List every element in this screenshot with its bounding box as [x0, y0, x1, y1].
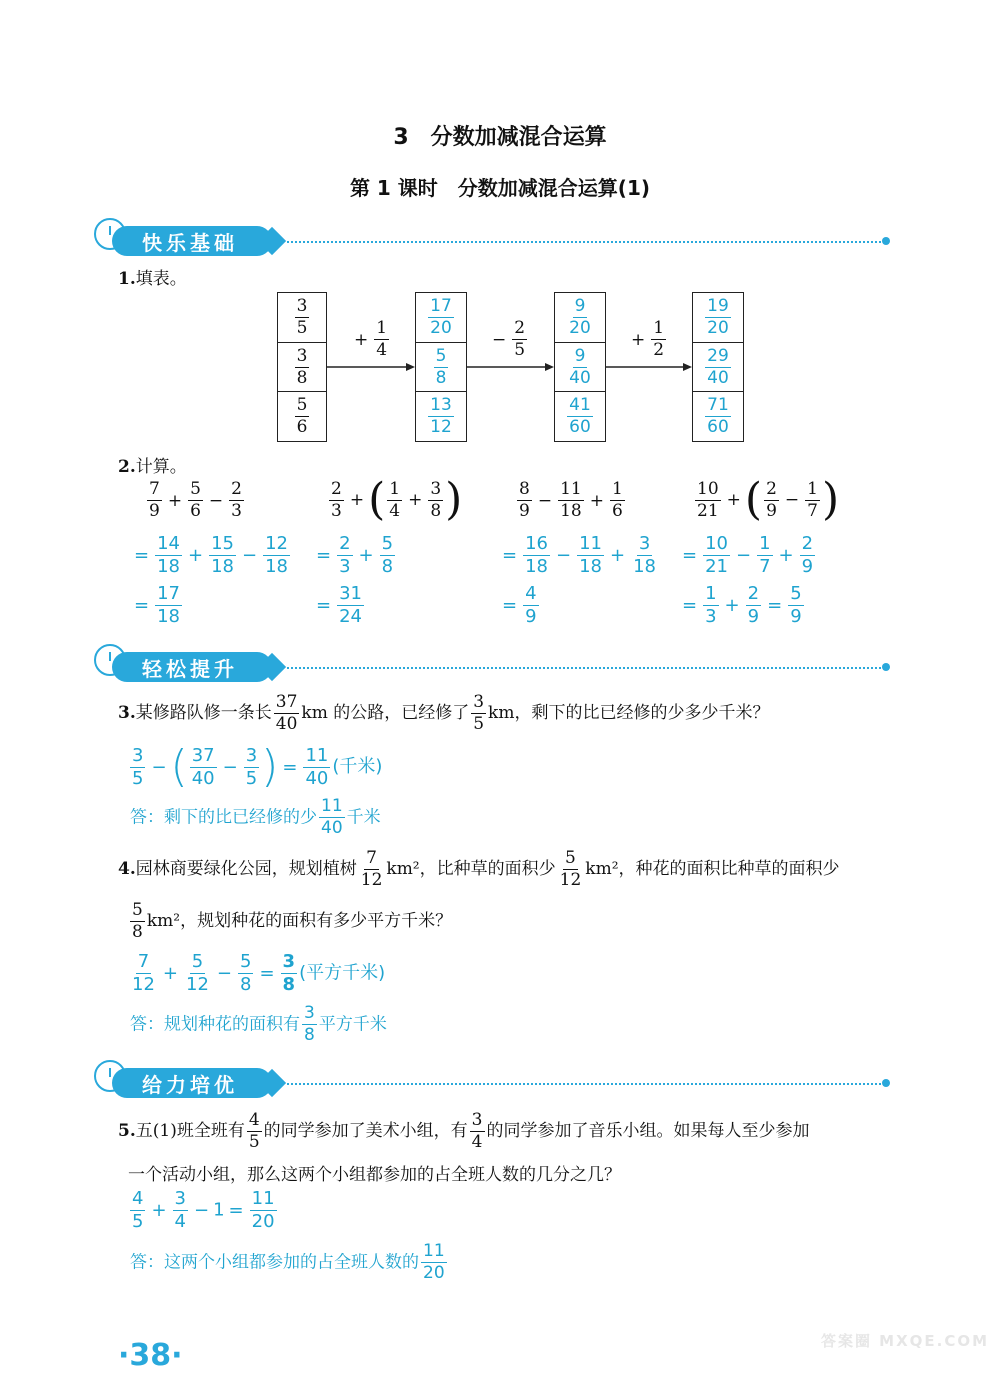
- question-2: 2.计算。: [118, 457, 187, 477]
- rule-end-dot: [882, 237, 890, 245]
- section-header-3: [112, 1068, 892, 1100]
- fill-table: [0, 292, 1000, 444]
- q4-solution: $\frac{7}{12}$ + $\frac{5}{12}$ − $\frac{5}{8}$ = $\frac{3}{8}$ (平方千米): [132, 951, 386, 995]
- section-label: 给力培优: [142, 1072, 238, 1097]
- question-5: 5.五(1)班全班有 $\frac{4}{5}$ 的同学参加了美术小组，有 $\frac{3}{4}$ 的同学参加了音乐小组。如果每人至少参加: [118, 1110, 810, 1152]
- lesson-title: 第 1 课时 分数加减混合运算(1): [349, 176, 651, 200]
- section-label: 快乐基础: [142, 230, 238, 255]
- calc-3-step-2: = $\frac{4}{9}$: [502, 583, 537, 627]
- calc-1-step-2: = $\frac{17}{18}$: [134, 583, 180, 627]
- q5-solution: $\frac{4}{5}$ + $\frac{3}{4}$ − 1 = $\frac{11}{20}$: [132, 1188, 275, 1232]
- column-answer-1: $\frac{17}{20}$ $\frac{5}{8}$ $\frac{13}{12}$: [415, 292, 467, 442]
- calc-2-expr: $\frac{2}{3}$ +( $\frac{1}{4}$ + $\frac{3}{8}$ ): [331, 474, 463, 525]
- question-5-line-2: 一个活动小组，那么这两个小组都参加的占全班人数的几分之几？: [128, 1165, 621, 1185]
- section-label: 轻松提升: [142, 656, 238, 681]
- operator-2: − $\frac{2}{5}$: [492, 318, 526, 360]
- dotted-rule: [287, 1083, 881, 1085]
- q3-answer: 答：剩下的比已经修的少 $\frac{11}{40}$ 千米: [130, 796, 381, 838]
- question-4-line-2: $\frac{5}{8}$ km²，规划种花的面积有多少平方千米？: [132, 900, 453, 942]
- question-4: 4.园林商要绿化公园，规划植树 $\frac{7}{12}$ km²，比种草的面积少 $\frac{5}{12}$ km²，种花的面积比种草的面积少: [118, 848, 840, 890]
- dotted-rule: [287, 241, 881, 243]
- question-1: 1.填表。: [118, 269, 187, 289]
- calc-3-step-1: = $\frac{16}{18}$ − $\frac{11}{18}$ + $\frac{3}{18}$: [502, 533, 656, 577]
- q4-answer: 答：规划种花的面积有 $\frac{3}{8}$ 平方千米: [130, 1003, 387, 1045]
- section-header-1: [112, 226, 892, 258]
- calc-3-expr: $\frac{8}{9}$ − $\frac{11}{18}$ + $\frac{1}{6}$: [519, 479, 623, 521]
- chapter-title: 3 分数加减混合运算: [393, 125, 607, 150]
- calc-1-expr: $\frac{7}{9}$ + $\frac{5}{6}$ − $\frac{2}{3}$: [149, 479, 242, 521]
- operator-3: + $\frac{1}{2}$: [631, 318, 665, 360]
- column-answer-3: $\frac{19}{20}$ $\frac{29}{40}$ $\frac{71}{60}$: [692, 292, 744, 442]
- operator-1: + $\frac{1}{4}$: [354, 318, 388, 360]
- q5-answer: 答：这两个小组都参加的占全班人数的 $\frac{11}{20}$: [130, 1241, 445, 1283]
- section-badge: [112, 652, 272, 682]
- calc-4-step-1: = $\frac{10}{21}$ − $\frac{1}{7}$ + $\frac{2}{9}$: [682, 533, 814, 577]
- section-badge: [112, 226, 272, 256]
- dotted-rule: [287, 667, 881, 669]
- rule-end-dot: [882, 663, 890, 671]
- q3-solution: $\frac{3}{5}$ −( $\frac{37}{40}$ − $\frac{3}{5}$ ) = $\frac{11}{40}$ (千米): [132, 741, 383, 792]
- section-badge: [112, 1068, 272, 1098]
- column-start: $\frac{3}{5}$ $\frac{3}{8}$ $\frac{5}{6}$: [277, 292, 327, 442]
- calc-4-step-2: = $\frac{1}{3}$ + $\frac{2}{9}$ = $\frac{5}{9}$: [682, 583, 802, 627]
- question-3: 3.某修路队修一条长 $\frac{37}{40}$ km 的公路，已经修了 $\frac{3}{5}$ km，剩下的比已经修的少多少千米？: [118, 692, 770, 734]
- section-header-2: [112, 652, 892, 684]
- calc-2-step-1: = $\frac{2}{3}$ + $\frac{5}{8}$: [316, 533, 394, 577]
- rule-end-dot: [882, 1079, 890, 1087]
- watermark-logo: 答案圈 MXQE.COM: [820, 1332, 990, 1350]
- calc-2-step-2: = $\frac{31}{24}$: [316, 583, 362, 627]
- arrows: [0, 292, 1000, 444]
- column-answer-2: $\frac{9}{20}$ $\frac{9}{40}$ $\frac{41}{60}$: [554, 292, 606, 442]
- page-number: ·38·: [118, 1338, 183, 1373]
- calc-1-step-1: = $\frac{14}{18}$ + $\frac{15}{18}$ − $\frac{12}{18}$: [134, 533, 288, 577]
- calc-4-expr: $\frac{10}{21}$ +( $\frac{2}{9}$ − $\frac{1}{7}$ ): [697, 474, 840, 525]
